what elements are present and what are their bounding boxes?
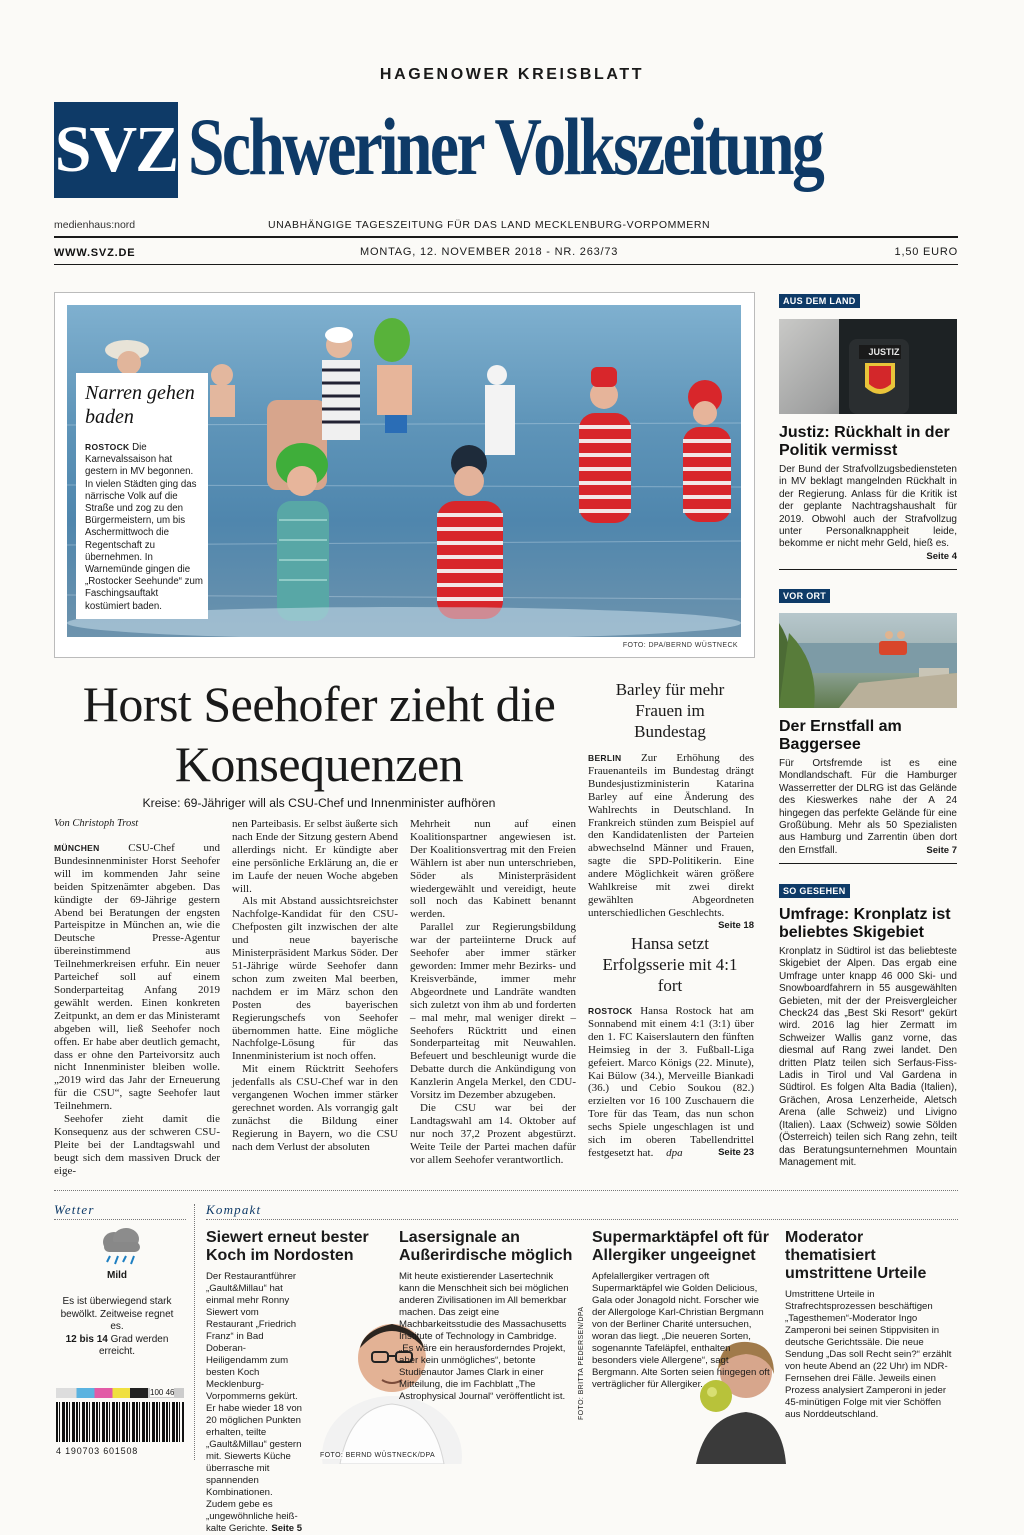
sidebar-rule-1	[779, 569, 957, 570]
weather-condition: Mild	[107, 1270, 127, 1281]
lead-col2a-text: nen Parteibasis. Er selbst äußerte sich nach Ende der Sitzung gestern Abend allerdings nicht. Er kündigte aber eine persönliche Erklärung an, die er im Laufe der neuen Woche abgeben will.	[232, 818, 398, 895]
lead-column-3	[410, 818, 576, 1166]
baggersee-text: Für Ortsfremde ist es eine Mondlandschaft. Für die Hamburger Wasserretter der DLRG ist das Gelände des Kieswerkes nahe der A 24 hingegen das perfekte Gelände für eine Großübung. Mehr als 50 Spezialisten aus Hamburg und Zarrentin üben dort den Ernstfall. Seite 7	[779, 758, 957, 856]
temp-from: 12	[65, 1333, 77, 1345]
barley-kicker: BERLIN	[588, 753, 622, 763]
kompakt-heading-rule	[206, 1219, 958, 1220]
justiz-headline: Justiz: Rückhalt in der Politik vermisst	[779, 424, 950, 459]
hero-photo-credit: FOTO: DPA/BERND WÜSTNECK	[622, 642, 738, 649]
kompakt-divider	[194, 1204, 195, 1460]
baggersee-page-ref[interactable]: Seite 7	[926, 844, 957, 856]
barcode	[56, 1402, 184, 1442]
barcode-number: 4 190703 601508	[56, 1446, 139, 1456]
kompakt-item-2	[399, 1229, 577, 1403]
baggersee-headline: Der Ernstfall am Baggersee	[779, 718, 902, 753]
lead-col3c-text: Die CSU war bei der Landtagswahl am 14. Oktober auf nur noch 37,2 Prozent abgestürzt. Weite Teile der Partei machen dafür vor allem Seehofer verantwortlich.	[410, 1101, 576, 1166]
lead-col3a-text: Mehrheit nun auf einen Koalitionspartner angewiesen ist. Der Koalitionsvertrag mit den Freien Wählern ist aber nun unterschrieben, Söder als Ministerpräsident wiedergewählt und vereidigt, heute soll noch das Kabinett benannt werden.	[410, 818, 576, 921]
k4-text: Umstrittene Urteile in Strafrechtsprozessen beschäftigen „Tagesthemen“-Moderator Ingo Zamperoni bei seinen Stippvisiten in deutsche Gerichtssäle. Die neue Sendung „Das soll Recht sein?“ erzählt von heute Abend an (22 Uhr) im NDR-Fernsehen drei Fälle. Jeweils einen Prozess analysiert Zamperoni in jeder 45-minütigen Folge mit vier Schöffen aus Norddeutschland.	[785, 1289, 952, 1420]
section-tag-aus-dem-land: AUS DEM LAND	[779, 294, 860, 308]
barcode-addon: 100 46	[150, 1388, 175, 1397]
barley-text: Zur Erhöhung des Frauenanteils im Bundestag drängt Bundesjustizministerin Katarina Barley auf eine Änderung des Wahlrechts in Deutschland. In Frankreich stünden zum Beispiel auf den Kandidatenlisten der Parteien abwechselnd Männer und Frauen, sagte die SPD-Politikerin. Eine andere Möglichkeit wären größere Wahlkreise mit zwei direkt gewählten Abgeordneten unterschiedlichen Geschlechts.	[588, 752, 755, 919]
lead-byline: Von Christoph Trost	[54, 818, 139, 829]
lead-headline: Horst Seehofer zieht die Konsequenzen	[82, 676, 556, 792]
kompakt-item-3	[592, 1229, 770, 1391]
lead-subhead: Kreise: 69-Jähriger will als CSU-Chef und Innenminister aufhören	[142, 796, 496, 810]
hansa-page-ref[interactable]: Seite 23	[718, 1146, 754, 1158]
rain-cloud-icon	[98, 1228, 144, 1268]
chef-photo-credit: FOTO: BERND WÜSTNECK/DPA	[320, 1452, 436, 1459]
hansa-text: Hansa Rostock hat am Sonnabend mit einem 4:1 (3:1) über den 1. FC Kaiserslautern den fünften Heimsieg in der 3. Fußball-Liga gefeiert. Marco Königs (22. Minute), Kai Bülow (34.), Merveille Biankadi (36.) und Cebio Soukou (82.) erzielten vor 16 100 Zuschauern die Tore für das Team, das nun schon sechs Spiele ungeschlagen ist und sich im oberen Tabellendrittel festgesetzt hat.	[588, 1005, 754, 1159]
barley-page-ref[interactable]: Seite 18	[718, 919, 754, 931]
k1-page-ref[interactable]: Seite 5	[271, 1523, 302, 1534]
k2-headline: Lasersignale an Außerirdische möglich	[399, 1229, 573, 1264]
lead-col2c-text: Mit einem Rücktritt Seehofers jedenfalls als CSU-Chef war in den vergangenen Wochen immer stärker gerechnet worden. Als vorrangig galt zunächst die Bildung einer Regierung in Bayern, wo die CSU nach dem Verlust der absoluten	[232, 1063, 398, 1153]
lead-kicker: MÜNCHEN	[54, 843, 100, 853]
k1-text: Der Restaurantführer „Gault&Millau“ hat einmal mehr Ronny Siewert vom Restaurant „Friedrich Franz“ in Bad Doberan-Heiligendamm zum besten Koch Mecklenburg-Vorpommerns gekürt. Er habe wieder 18 von 20 möglichen Punkten erhalten, teilte „Gault&Millau“ gestern mit. Siewerts Küche überrasche mit spannenden Kombinationen. Zudem gebe es „ungewöhnliche heiß-kalte Gerichte. Seite 5	[206, 1271, 302, 1534]
sidebar-kronplatz	[779, 906, 957, 1169]
temp-to: 14	[96, 1333, 108, 1345]
sidebar-justiz	[779, 424, 957, 563]
weather-heading-rule	[54, 1219, 186, 1220]
kompakt-heading: Kompakt	[206, 1202, 262, 1217]
weather-heading: Wetter	[54, 1202, 95, 1217]
sidebar-baggersee	[779, 718, 957, 857]
justiz-text: Der Bund der Strafvollzugsbediensteten in MV beklagt mangelnden Rückhalt in der Regierung. Anlass für die Kritik ist der geplante Nachtragshaushalt für 2019. Obwohl auch der Strafvollzug unter Personalknappheit leide, bekomme er nicht mehr Geld, hieß es. Seite 4	[779, 464, 957, 562]
k3-headline: Supermarktäpfel oft für Allergiker ungeeignet	[592, 1229, 769, 1264]
section-tag-vor-ort: VOR ORT	[779, 589, 830, 603]
edition-name: HAGENOWER KREISBLATT	[379, 66, 645, 83]
weather-text: Es ist überwiegend stark bewölkt. Zeitweise regnet es. 12 bis 14 Grad werden erreicht.	[60, 1296, 174, 1358]
kronplatz-text: Kronplatz in Südtirol ist das beliebteste Skigebiet der Alpen. Das ergab eine Umfrage unter knapp 46 000 Ski- und Snowboardfahrern in 55 ausgewählten Gebieten, mit der der Preisvergleicher Check24 das „Best Ski Resort“ gekürt wird. 2016 lag hier Zermatt im Schweizer Wallis ganz vorne, das diesmal auf Rang zwei landet. Den dritten Platz teilen sich Serfaus-Fiss-Ladis in Tirol und Val Gardena in Südtirol. Es folgen Alta Badia (Italien), Grächen, Arosa Lenzerheide, Aletsch Arena (alle Schweiz) und Livigno (Italien). Laax (Schweiz) sowie Sölden (Österreich) teilen sich Rang zehn, teilt das Beratungsunternehmen Mountain Management mit.	[779, 946, 957, 1168]
date-issue: MONTAG, 12. NOVEMBER 2018 - NR. 263/73	[360, 246, 619, 258]
k3-text: Apfelallergiker vertragen oft Supermarktäpfel wie Golden Delicious, Gala oder Jonagold nicht. Forscher wie der Allergologe Karl-Christian Bergmann von der Berliner Charité untersuchen, woran das liegt. „Die neueren Sorten, sogenannte Tafeläpfel, enthalten besonders viele Allergene“, sagt Bergmann. Alte Sorten seien hingegen oft verträglicher für Allergiker.	[592, 1271, 770, 1390]
justiz-photo-illustration	[779, 319, 957, 414]
hero-caption-title: Narren gehen baden	[85, 382, 195, 428]
lead-col3b-text: Parallel zur Regierungsbildung war der parteiinterne Druck auf Seehofer aber immer stärker geworden: Immer mehr Bezirks- und Kreisverbände, immer mehr Abgeordnete und Landräte wandten sich zuletzt von ihm ab und forderten – mal mehr, mal weniger direkt – Seehofers Rücktritt und einen Sonderparteitag mit Neuwahlen. Befeuert und beschleunigt wurde die Debatte durch die Ankündigung von Kanzlerin Angela Merkel, den CDU-Vorsitz im Dezember abzugeben.	[410, 921, 576, 1102]
hansa-kicker: ROSTOCK	[588, 1006, 633, 1016]
lead-col1b-text: Seehofer zieht damit die Konsequenz aus der schweren CSU-Pleite bei der Landtagswahl und beugt sich dem massiven Druck der eige-	[54, 1113, 220, 1177]
k1-headline: Siewert erneut bester Koch im Nordosten	[206, 1229, 369, 1264]
lead-col2b-text: Als mit Abstand aussichtsreichster Nachfolge-Kandidat für den CSU-Chefposten gilt inzwischen der alte und neue bayerische Ministerpräsident Markus Söder. Der 51-Jährige würde Seehofer dann schon zum zweiten Mal beerben, nachdem er im März schon den Posten des bayerischen Regierungschefs von Seehofer übernommen hatte. Eine mögliche Nachfolge-Lösung für das Innenministerium ist noch offen.	[232, 895, 398, 1063]
section-tag-so-gesehen: SO GESEHEN	[779, 884, 850, 898]
hansa-source: dpa	[666, 1146, 683, 1159]
hero-caption-body: Die Karnevalssaison hat gestern in MV begonnen. In vielen Städten ging das närrische Volk auf die Straße und zog zu den Bürgermeistern, um bis Aschermittwoch die Regentschaft zu übernehmen. In Warnemünde gingen die „Rostocker Seehunde“ zum Faschingsauftakt kostümiert baden.	[85, 442, 203, 612]
masthead-rule	[54, 236, 958, 238]
hansa-headline: Hansa setzt Erfolgsserie mit 4:1 fort	[602, 934, 738, 995]
hero-caption-kicker: ROSTOCK	[85, 442, 130, 452]
newspaper-title: Schweriner Volkszeitung	[188, 101, 823, 192]
bottom-divider	[54, 1190, 958, 1191]
justiz-page-ref[interactable]: Seite 4	[926, 550, 957, 562]
hero-caption-box	[76, 373, 208, 619]
lead-col1-text: CSU-Chef und Bundesinnenminister Horst Seehofer will im kommenden Jahr seine beiden Spitzenämter abgeben. Das kündigte der 69-Jährige gestern Abend bei Beratungen der engsten Parteispitze in München an, wie die Deutsche Presse-Agentur übereinstimmend aus Teilnehmerkreisen erfuhr. Ein neuer Parteichef soll auf einem Sonderparteitag Anfang 2019 gewählt werden. Einen konkreten Zeitpunkt, an dem er das Ministeramt abgeben will, ließ Seehofer noch offen. Er habe aber deutlich gemacht, dass er ohne den Parteivorsitz auch nicht Innenminister bleiben wolle. „2019 wird das Jahr der Erneuerung für die CSU“, sagte Seehofer laut Teilnehmern.	[54, 842, 220, 1113]
justiz-badge: JUSTIZ	[868, 347, 900, 357]
hansa-text-block	[588, 1005, 754, 1160]
price: 1,50 EURO	[894, 246, 958, 258]
baggersee-photo	[779, 613, 957, 708]
sidebar-rule-2	[779, 863, 957, 864]
kompakt-item-1	[206, 1229, 384, 1535]
justiz-photo	[779, 319, 957, 414]
allergy-photo-credit: FOTO: BRITTA PEDERSEN/DPA	[578, 1306, 585, 1420]
kronplatz-headline: Umfrage: Kronplatz ist beliebtes Skigebiet	[779, 906, 951, 941]
lead-column-1	[54, 842, 220, 1178]
svz-logo: SVZ	[54, 102, 178, 198]
barley-text-block	[588, 752, 754, 933]
baggersee-photo-illustration	[779, 613, 957, 708]
kompakt-item-4	[785, 1229, 958, 1421]
k2-text: Mit heute existierender Lasertechnik kann die Menschheit sich bei möglichen anderen Zivilisationen im All bemerkbar machen. Das zeigt eine Machbarkeitsstudie des Massachusetts Institute of Technology in Cambridge. „Es wäre ein herausforderndes Projekt, aber kein unmögliches“, betonte Studienautor James Clark in einer Mitteilung, die im Fachblatt „The Astrophysical Journal“ veröffentlicht ist.	[399, 1271, 569, 1402]
masthead-rule-thin	[54, 264, 958, 265]
k4-headline: Moderator thematisiert umstrittene Urteile	[785, 1229, 927, 1282]
hero-caption-text	[85, 441, 203, 613]
lead-column-2	[232, 818, 398, 1154]
barley-headline: Barley für mehr Frauen im Bundestag	[615, 680, 725, 741]
tagline: UNABHÄNGIGE TAGESZEITUNG FÜR DAS LAND MECKLENBURG-VORPOMMERN	[268, 219, 711, 231]
publisher-logo: medienhaus:nord	[54, 219, 136, 231]
website-link[interactable]: WWW.SVZ.DE	[54, 247, 136, 259]
